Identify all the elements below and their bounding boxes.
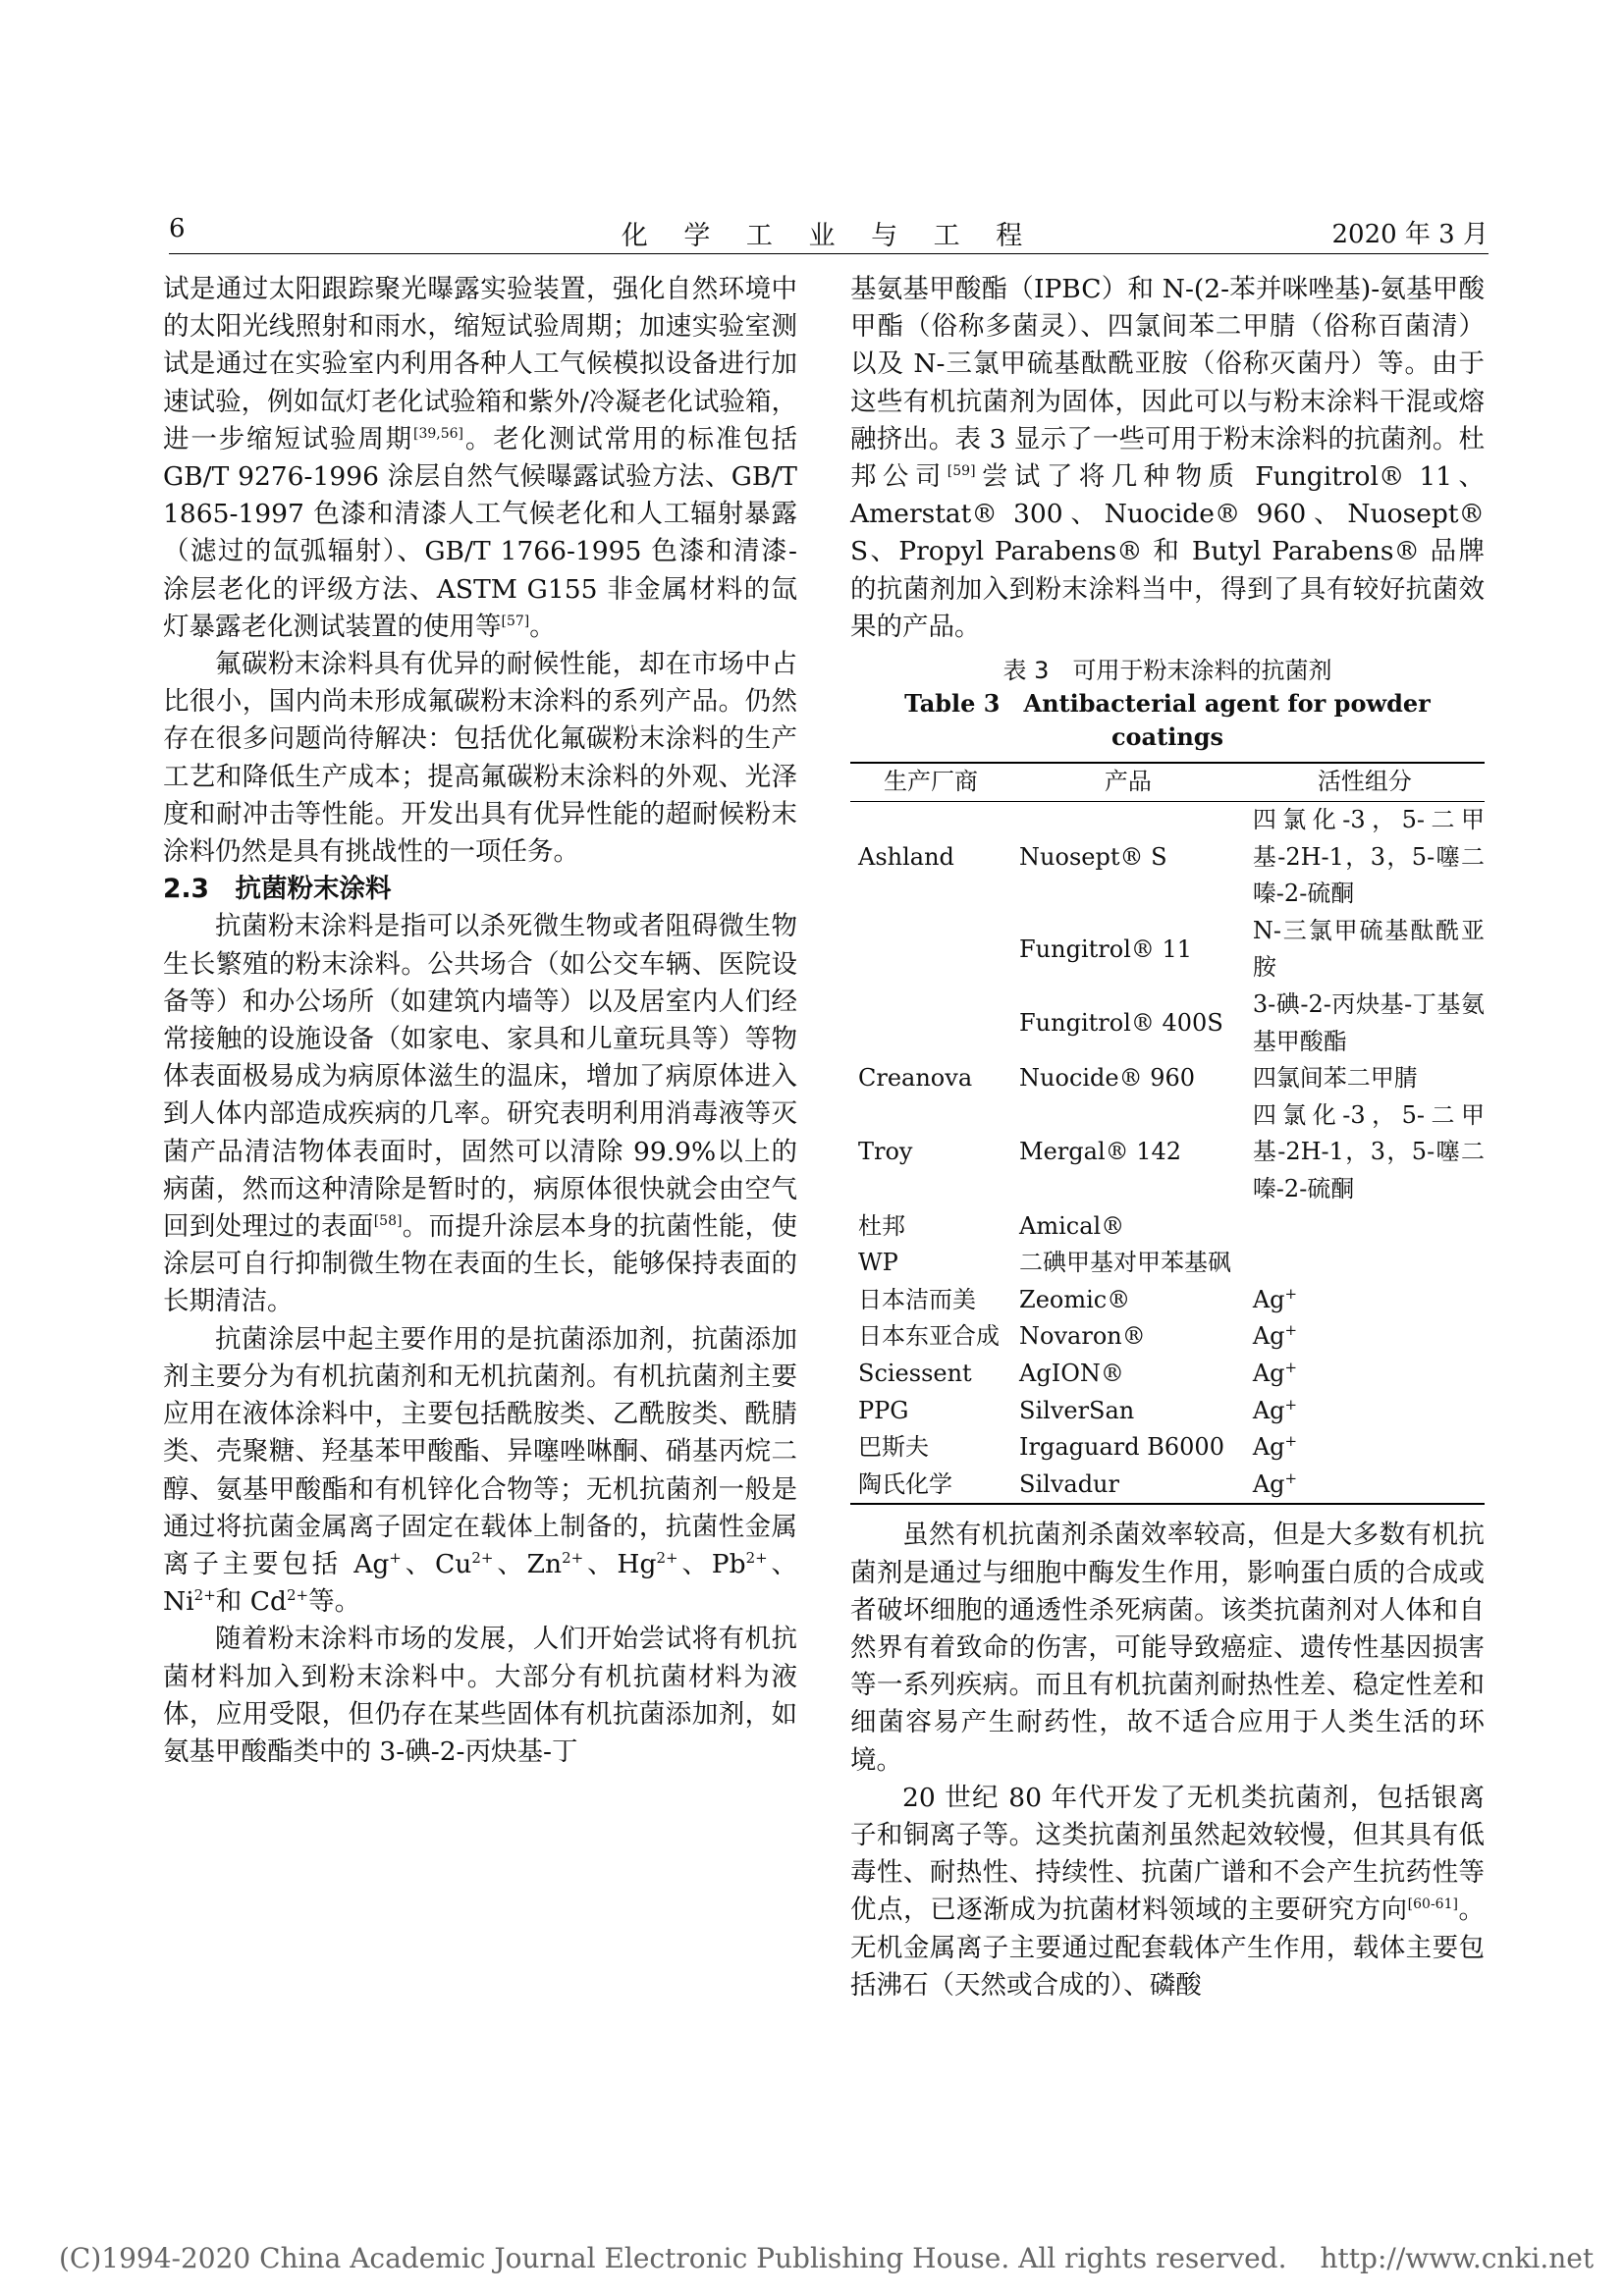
- ion-charge: 2+: [286, 1586, 309, 1605]
- text: 、Ni: [163, 1548, 798, 1618]
- table-cell-product: Fungitrol® 11: [1019, 934, 1193, 963]
- text: 20 世纪 80 年代开发了无机类抗菌剂，包括银离子和铜离子等。这类抗菌剂虽然起效较慢，但其具有低毒性、耐热性、持续性、抗菌广谱和不会产生抗药性等优点，已逐渐成为抗菌材料领域的主要研究方向: [850, 1782, 1485, 1926]
- table-cell-maker: WP: [858, 1249, 898, 1277]
- table-cell-active: Ag+: [1252, 1284, 1298, 1313]
- text: 试是通过太阳跟踪聚光曝露实验装置，强化自然环境中的太阳光线照射和雨水，缩短试验周期；加速实验室测试是通过在实验室内利用各种人工气候模拟设备进行加速试验，例如氙灯老化试验箱和紫外/冷凝老化试验箱，进一步缩短试验周期: [163, 274, 797, 454]
- paragraph: 虽然有机抗菌剂杀菌效率较高，但是大多数有机抗菌剂是通过与细胞中酶发生作用，影响蛋白质的合成或者破坏细胞的通透性杀死病菌。该类抗菌剂对人体和自然界有着致命的伤害，可能导致癌症、遗传性基因损害等一系列疾病。而且有机抗菌剂耐热性差、稳定性差和细菌容易产生耐药性，故不适合应用于人类生活的环境。: [850, 1520, 1485, 1776]
- copyright-text: (C)1994-2020 China Academic Journal Electronic Publishing House. All rights reserved.: [59, 2242, 1287, 2274]
- footer-link[interactable]: http://www.cnki.net: [1320, 2242, 1595, 2274]
- table-row: [850, 913, 1485, 987]
- table-cell-active: Ag+: [1252, 1432, 1298, 1462]
- text: 。老化测试常用的标准包括 GB/T 9276-1996 涂层自然气候曝露试验方法、GB/T 1865-1997 色漆和清漆人工气候老化和人工辐射暴露（滤过的氙弧辐射）、GB/T 1766-1995 色漆和清漆-涂层老化的评级方法、ASTM G155 非金属材料的氙灯暴露老化测试装置的使用等: [163, 423, 798, 642]
- ion-charge: +: [1284, 1284, 1298, 1303]
- column-header: 生产厂商: [850, 763, 1011, 802]
- ion-charge: 2+: [193, 1586, 216, 1605]
- table-row: [850, 1097, 1485, 1208]
- citation: [58]: [373, 1213, 403, 1230]
- text: 。无机金属离子主要通过配套载体产生作用，载体主要包括沸石（天然或合成的）、磷酸: [850, 1895, 1486, 2001]
- antibacterial-agent-table: [850, 762, 1485, 1505]
- table-cell-product: Fungitrol® 400S: [1019, 1008, 1223, 1037]
- table-row: [850, 802, 1485, 913]
- header-rule: [169, 253, 1489, 254]
- paragraph: 氟碳粉末涂料具有优异的耐候性能，却在市场中占比很小，国内尚未形成氟碳粉末涂料的系列产品。仍然存在很多问题尚待解决：包括优化氟碳粉末涂料的生产工艺和降低生产成本；提高氟碳粉末涂料的外观、光泽度和耐冲击等性能。开发出具有优异性能的超耐候粉末涂料仍然是具有挑战性的一项任务。: [163, 649, 797, 868]
- column-header: 活性组分: [1245, 763, 1485, 802]
- ion-charge: 2+: [656, 1549, 678, 1568]
- table-cell-active: 3-碘-2-丙炔基-丁基氨基甲酸酯: [1252, 990, 1485, 1055]
- ion-charge: 2+: [471, 1549, 494, 1568]
- text: 、Pb: [677, 1548, 746, 1579]
- table-cell-product: Silvadur: [1011, 1467, 1245, 1505]
- table-row: [850, 1245, 1485, 1282]
- citation: [57]: [501, 614, 530, 629]
- paragraph: [163, 1321, 797, 1622]
- table-cell-maker: Sciessent: [858, 1359, 972, 1387]
- table-cell-maker: [850, 987, 1011, 1060]
- text: 抗菌涂层中起主要作用的是抗菌添加剂，抗菌添加剂主要分为有机抗菌剂和无机抗菌剂。有机抗菌剂主要应用在液体涂料中，主要包括酰胺类、乙酰胺类、酰腈类、壳聚糖、羟基苯甲酸酯、异噻唑啉酮、硝基丙烷二醇、氨基甲酸酯和有机锌化合物等；无机抗菌剂一般是通过将抗菌金属离子固定在载体上制备的，抗菌性金属离子主要包括 Ag: [163, 1323, 797, 1579]
- table-row: [850, 987, 1485, 1060]
- text: 等。: [308, 1586, 361, 1618]
- text: 。: [529, 611, 556, 642]
- table-cell-product: Mergal® 142: [1019, 1138, 1182, 1166]
- left-column: [163, 271, 797, 1771]
- ion-charge: 2+: [562, 1549, 584, 1568]
- table-body: [850, 802, 1485, 1505]
- table-cell-maker: 杜邦: [858, 1211, 905, 1240]
- table-cell-maker: Creanova: [858, 1064, 973, 1093]
- table-cell-active: N-三氯甲硫基酞酰亚胺: [1252, 916, 1485, 982]
- table-cell-product: Zeomic®: [1019, 1285, 1131, 1313]
- table-cell-maker: 日本洁而美: [858, 1285, 976, 1313]
- paragraph: [850, 1780, 1485, 2004]
- table-cell-active: Ag+: [1252, 1395, 1298, 1424]
- table-cell-maker: PPG: [858, 1396, 909, 1424]
- section-heading: 2.3 抗菌粉末涂料: [163, 874, 392, 905]
- text: 基氨基甲酸酯（IPBC）和 N-(2-苯并咪唑基)-氨基甲酸甲酯（俗称多菌灵）、四氯间苯二甲腈（俗称百菌清）以及 N-三氯甲硫基酞酰亚胺（俗称灭菌丹）等。由于这些有机抗菌剂为固体，因此可以与粉末涂料干混或熔融挤出。表 3 显示了一些可用于粉末涂料的抗菌剂。杜邦公司: [850, 274, 1485, 493]
- table-cell-active: 四氯间苯二甲腈: [1252, 1064, 1418, 1093]
- citation: [60-61]: [1407, 1896, 1458, 1913]
- table-cell-active: 四氯化-3，5-二甲基-2H-1，3，5-噻二嗪-2-硫酮: [1252, 806, 1485, 908]
- ion-charge: +: [1284, 1321, 1298, 1340]
- table-cell-product: Irgaguard B6000: [1019, 1433, 1224, 1462]
- page-header: [169, 214, 1489, 253]
- text: 、Cu: [401, 1548, 472, 1579]
- table-caption-en: Table 3 Antibacterial agent for powder coatings: [904, 689, 1431, 752]
- table-row: [850, 1318, 1485, 1356]
- table-cell-product: Novaron®: [1019, 1322, 1146, 1351]
- table-cell-maker: 日本东亚合成: [858, 1322, 1000, 1351]
- table-row: [850, 1467, 1485, 1505]
- ion-charge: 2+: [745, 1549, 768, 1568]
- issue-date: 2020 年 3 月: [1331, 220, 1489, 249]
- paragraph: [163, 908, 797, 1320]
- table-cell-maker: [850, 913, 1011, 987]
- table-row: [850, 1356, 1485, 1393]
- table-row: [850, 1060, 1485, 1097]
- table-cell-product: Nuosept® S: [1019, 842, 1167, 871]
- table-cell-product: 二碘甲基对甲苯基砜: [1019, 1249, 1232, 1277]
- journal-title: 化 学 工 业 与 工 程: [621, 221, 1037, 251]
- text: 尝试了将几种物质 Fungitrol® 11、Amerstat® 300、Nuocide® 960、Nuosept® S、Propyl Parabens® 和 Butyl Parabens® 品牌的抗菌剂加入到粉末涂料当中，得到了具有较好抗菌效果的产品。: [850, 461, 1485, 642]
- citation: [59]: [947, 463, 976, 480]
- citation: [39,56]: [413, 425, 464, 442]
- right-column: [850, 271, 1485, 2004]
- table-row: [850, 1282, 1485, 1319]
- copyright-footer: [59, 2242, 1594, 2274]
- table-row: [850, 1393, 1485, 1430]
- table-cell-maker: 陶氏化学: [850, 1467, 1011, 1505]
- table-cell-product: Nuocide® 960: [1019, 1064, 1196, 1093]
- text: 。而提升涂层本身的抗菌性能，使涂层可自行抑制微生物在表面的生长，能够保持表面的长期清洁。: [163, 1211, 798, 1317]
- paragraph: 随着粉末涂料市场的发展，人们开始尝试将有机抗菌材料加入到粉末涂料中。大部分有机抗菌材料为液体，应用受限，但仍存在某些固体有机抗菌添加剂，如氨基甲酸酯类中的 3-碘-2-丙炔基-丁: [163, 1624, 797, 1767]
- table-cell-maker: Ashland: [858, 842, 954, 871]
- paragraph: [850, 271, 1485, 646]
- ion-charge: +: [1284, 1432, 1298, 1451]
- column-header: 产品: [1011, 763, 1245, 802]
- table-header-row: [850, 763, 1485, 802]
- table-cell-maker: 巴斯夫: [858, 1433, 929, 1462]
- table-cell-maker: Troy: [858, 1138, 913, 1166]
- table-cell-product: AgION®: [1019, 1359, 1124, 1387]
- paragraph: [163, 271, 797, 646]
- page-number: 6: [169, 214, 186, 243]
- table-cell-active: [1245, 1245, 1485, 1282]
- text: 抗菌粉末涂料是指可以杀死微生物或者阻碍微生物生长繁殖的粉末涂料。公共场合（如公交车辆、医院设备等）和办公场所（如建筑内墙等）以及居室内人们经常接触的设施设备（如家电、家具和儿童玩具等）等物体表面极易成为病原体滋生的温床，增加了病原体进入到人体内部造成疾病的几率。研究表明利用消毒液等灭菌产品清洁物体表面时，固然可以清除 99.9%以上的病菌，然而这种清除是暂时的，病原体很快就会由空气回到处理过的表面: [163, 911, 797, 1243]
- table-cell-product: Amical®: [1019, 1211, 1125, 1240]
- ion-charge: +: [1284, 1358, 1298, 1376]
- ion-charge: +: [1284, 1468, 1298, 1487]
- table-cell-active: 四氯化-3，5-二甲基-2H-1，3，5-噻二嗪-2-硫酮: [1252, 1100, 1485, 1202]
- table-cell-product: SilverSan: [1019, 1396, 1135, 1424]
- text: 、Zn: [493, 1548, 563, 1579]
- ion-charge: +: [389, 1549, 402, 1568]
- ion-charge: +: [1284, 1395, 1298, 1414]
- text: 和 Cd: [215, 1586, 287, 1618]
- table-row: [850, 1208, 1485, 1246]
- table-cell-active: [1245, 1208, 1485, 1246]
- table-row: [850, 1429, 1485, 1467]
- table-cell-active: Ag+: [1252, 1358, 1298, 1387]
- table-caption-cn: 表 3 可用于粉末涂料的抗菌剂: [1002, 657, 1332, 685]
- table-cell-active: Ag+: [1245, 1467, 1485, 1505]
- text: 、Hg: [583, 1548, 657, 1579]
- table-cell-active: Ag+: [1252, 1321, 1298, 1351]
